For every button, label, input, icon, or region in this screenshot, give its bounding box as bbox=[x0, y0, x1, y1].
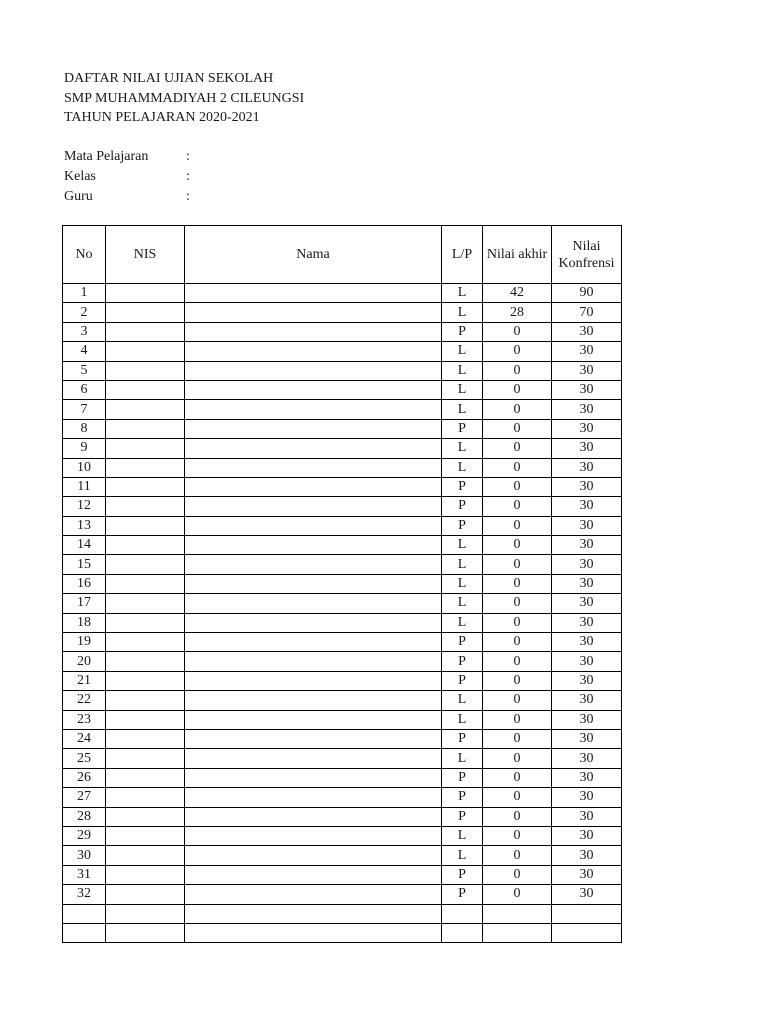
cell-nis bbox=[106, 342, 185, 361]
cell-no: 30 bbox=[63, 846, 106, 865]
cell-nis bbox=[106, 826, 185, 845]
cell-nis bbox=[106, 361, 185, 380]
cell-nilai-konfrensi: 30 bbox=[552, 768, 622, 787]
cell-nilai-konfrensi: 30 bbox=[552, 826, 622, 845]
meta-label-class: Kelas bbox=[64, 169, 96, 184]
cell-nis bbox=[106, 846, 185, 865]
cell-nilai-konfrensi: 90 bbox=[552, 284, 622, 303]
table-row bbox=[63, 322, 622, 341]
cell-nilai-konfrensi: 30 bbox=[552, 497, 622, 516]
cell-no: 28 bbox=[63, 807, 106, 826]
cell-no: 31 bbox=[63, 865, 106, 884]
cell-nilai-konfrensi: 30 bbox=[552, 477, 622, 496]
cell-nama bbox=[185, 807, 442, 826]
cell-nis bbox=[106, 904, 185, 923]
cell-lp: L bbox=[442, 749, 483, 768]
table-row bbox=[63, 633, 622, 652]
cell-nis bbox=[106, 477, 185, 496]
cell-nis bbox=[106, 923, 185, 942]
cell-nis bbox=[106, 749, 185, 768]
cell-no: 19 bbox=[63, 633, 106, 652]
cell-nama bbox=[185, 594, 442, 613]
cell-nis bbox=[106, 497, 185, 516]
table-row bbox=[63, 749, 622, 768]
cell-no bbox=[63, 923, 106, 942]
cell-nama bbox=[185, 749, 442, 768]
table-row bbox=[63, 342, 622, 361]
cell-nilai-konfrensi: 30 bbox=[552, 691, 622, 710]
cell-nilai-konfrensi bbox=[552, 923, 622, 942]
cell-nilai-akhir: 0 bbox=[483, 322, 552, 341]
cell-nis bbox=[106, 885, 185, 904]
cell-nilai-konfrensi: 30 bbox=[552, 555, 622, 574]
cell-nis bbox=[106, 594, 185, 613]
cell-nama bbox=[185, 613, 442, 632]
cell-nis bbox=[106, 788, 185, 807]
cell-nama bbox=[185, 885, 442, 904]
cell-nis bbox=[106, 322, 185, 341]
cell-no: 16 bbox=[63, 574, 106, 593]
cell-lp: L bbox=[442, 303, 483, 322]
cell-no: 27 bbox=[63, 788, 106, 807]
cell-nilai-akhir: 0 bbox=[483, 458, 552, 477]
cell-nilai-konfrensi: 30 bbox=[552, 536, 622, 555]
cell-lp: P bbox=[442, 633, 483, 652]
cell-nilai-akhir: 0 bbox=[483, 691, 552, 710]
cell-lp: P bbox=[442, 885, 483, 904]
cell-nama bbox=[185, 555, 442, 574]
cell-nilai-akhir: 0 bbox=[483, 419, 552, 438]
cell-nilai-konfrensi: 30 bbox=[552, 652, 622, 671]
cell-nilai-akhir: 0 bbox=[483, 846, 552, 865]
cell-lp bbox=[442, 904, 483, 923]
cell-no: 8 bbox=[63, 419, 106, 438]
table-row bbox=[63, 652, 622, 671]
cell-nama bbox=[185, 671, 442, 690]
cell-nama bbox=[185, 865, 442, 884]
cell-no: 6 bbox=[63, 380, 106, 399]
table-row bbox=[63, 477, 622, 496]
cell-no: 21 bbox=[63, 671, 106, 690]
cell-nama bbox=[185, 768, 442, 787]
cell-lp: L bbox=[442, 380, 483, 399]
cell-nilai-akhir: 0 bbox=[483, 885, 552, 904]
table-row bbox=[63, 691, 622, 710]
cell-nilai-konfrensi: 30 bbox=[552, 846, 622, 865]
cell-nama bbox=[185, 710, 442, 729]
cell-nilai-akhir: 0 bbox=[483, 652, 552, 671]
cell-nilai-konfrensi bbox=[552, 904, 622, 923]
column-header-lp: L/P bbox=[442, 226, 483, 284]
cell-nilai-akhir: 0 bbox=[483, 613, 552, 632]
cell-nis bbox=[106, 768, 185, 787]
cell-nama bbox=[185, 458, 442, 477]
cell-nilai-konfrensi: 30 bbox=[552, 322, 622, 341]
table-row bbox=[63, 846, 622, 865]
cell-nilai-konfrensi: 30 bbox=[552, 749, 622, 768]
cell-nis bbox=[106, 400, 185, 419]
cell-nilai-akhir: 0 bbox=[483, 826, 552, 845]
cell-lp: P bbox=[442, 729, 483, 748]
cell-nama bbox=[185, 652, 442, 671]
cell-nilai-konfrensi: 30 bbox=[552, 671, 622, 690]
cell-lp: P bbox=[442, 477, 483, 496]
cell-nilai-konfrensi: 30 bbox=[552, 516, 622, 535]
column-header-nama: Nama bbox=[185, 226, 442, 284]
cell-no: 10 bbox=[63, 458, 106, 477]
cell-nilai-konfrensi: 70 bbox=[552, 303, 622, 322]
cell-nilai-akhir: 0 bbox=[483, 361, 552, 380]
cell-nilai-akhir bbox=[483, 904, 552, 923]
cell-nilai-akhir: 0 bbox=[483, 807, 552, 826]
table-row bbox=[63, 536, 622, 555]
cell-nilai-akhir bbox=[483, 923, 552, 942]
cell-nilai-konfrensi: 30 bbox=[552, 885, 622, 904]
cell-no: 18 bbox=[63, 613, 106, 632]
cell-lp: L bbox=[442, 555, 483, 574]
cell-no bbox=[63, 904, 106, 923]
table-row bbox=[63, 284, 622, 303]
cell-lp: L bbox=[442, 342, 483, 361]
cell-nilai-akhir: 0 bbox=[483, 477, 552, 496]
cell-nis bbox=[106, 439, 185, 458]
table-row bbox=[63, 361, 622, 380]
cell-no: 3 bbox=[63, 322, 106, 341]
cell-nilai-konfrensi: 30 bbox=[552, 439, 622, 458]
document-title bbox=[64, 69, 304, 128]
meta-colon: : bbox=[186, 149, 190, 164]
cell-nilai-akhir: 0 bbox=[483, 342, 552, 361]
table-row bbox=[63, 594, 622, 613]
cell-no: 15 bbox=[63, 555, 106, 574]
cell-nilai-akhir: 0 bbox=[483, 729, 552, 748]
cell-nilai-konfrensi: 30 bbox=[552, 633, 622, 652]
cell-nis bbox=[106, 380, 185, 399]
table-row bbox=[63, 826, 622, 845]
cell-lp: L bbox=[442, 594, 483, 613]
cell-no: 26 bbox=[63, 768, 106, 787]
cell-lp: L bbox=[442, 400, 483, 419]
cell-nilai-konfrensi: 30 bbox=[552, 574, 622, 593]
table-row bbox=[63, 574, 622, 593]
cell-nama bbox=[185, 284, 442, 303]
cell-no: 2 bbox=[63, 303, 106, 322]
cell-nilai-konfrensi: 30 bbox=[552, 788, 622, 807]
cell-nilai-konfrensi: 30 bbox=[552, 380, 622, 399]
cell-nilai-akhir: 0 bbox=[483, 555, 552, 574]
cell-no: 32 bbox=[63, 885, 106, 904]
table-row bbox=[63, 923, 622, 942]
cell-nis bbox=[106, 729, 185, 748]
table-row bbox=[63, 613, 622, 632]
cell-nilai-akhir: 0 bbox=[483, 400, 552, 419]
cell-lp: P bbox=[442, 671, 483, 690]
cell-lp: L bbox=[442, 710, 483, 729]
cell-nama bbox=[185, 691, 442, 710]
cell-nama bbox=[185, 419, 442, 438]
cell-nilai-akhir: 0 bbox=[483, 574, 552, 593]
table-row bbox=[63, 303, 622, 322]
cell-nilai-konfrensi: 30 bbox=[552, 729, 622, 748]
cell-no: 29 bbox=[63, 826, 106, 845]
cell-nis bbox=[106, 710, 185, 729]
cell-nilai-konfrensi: 30 bbox=[552, 458, 622, 477]
table-row bbox=[63, 439, 622, 458]
cell-nis bbox=[106, 516, 185, 535]
table-row bbox=[63, 710, 622, 729]
column-header-nilai-konfrensi: Nilai Konfrensi bbox=[552, 226, 622, 284]
cell-nama bbox=[185, 361, 442, 380]
cell-nilai-akhir: 0 bbox=[483, 749, 552, 768]
cell-nis bbox=[106, 419, 185, 438]
cell-nis bbox=[106, 284, 185, 303]
cell-lp: L bbox=[442, 361, 483, 380]
cell-nama bbox=[185, 477, 442, 496]
title-line-1: DAFTAR NILAI UJIAN SEKOLAH bbox=[64, 71, 274, 86]
column-header-nilai-akhir: Nilai akhir bbox=[483, 226, 552, 284]
cell-lp: P bbox=[442, 865, 483, 884]
cell-no: 13 bbox=[63, 516, 106, 535]
table-row bbox=[63, 807, 622, 826]
cell-nilai-akhir: 0 bbox=[483, 788, 552, 807]
title-line-3: TAHUN PELAJARAN 2020-2021 bbox=[64, 110, 260, 125]
cell-nama bbox=[185, 303, 442, 322]
cell-nis bbox=[106, 458, 185, 477]
cell-nilai-konfrensi: 30 bbox=[552, 361, 622, 380]
cell-no: 14 bbox=[63, 536, 106, 555]
table-row bbox=[63, 516, 622, 535]
cell-nilai-konfrensi: 30 bbox=[552, 807, 622, 826]
table-row bbox=[63, 768, 622, 787]
meta-label-teacher: Guru bbox=[64, 189, 93, 204]
cell-nilai-konfrensi: 30 bbox=[552, 594, 622, 613]
cell-nilai-akhir: 0 bbox=[483, 710, 552, 729]
table-row bbox=[63, 788, 622, 807]
cell-nama bbox=[185, 788, 442, 807]
cell-nama bbox=[185, 574, 442, 593]
cell-no: 20 bbox=[63, 652, 106, 671]
table-row bbox=[63, 380, 622, 399]
table-row bbox=[63, 671, 622, 690]
cell-lp: P bbox=[442, 788, 483, 807]
cell-no: 17 bbox=[63, 594, 106, 613]
cell-nama bbox=[185, 342, 442, 361]
table-row bbox=[63, 904, 622, 923]
cell-lp: L bbox=[442, 439, 483, 458]
cell-nilai-akhir: 0 bbox=[483, 865, 552, 884]
table-row bbox=[63, 729, 622, 748]
table-body bbox=[63, 284, 622, 943]
table-row bbox=[63, 865, 622, 884]
cell-lp: L bbox=[442, 458, 483, 477]
cell-nis bbox=[106, 652, 185, 671]
cell-nilai-akhir: 0 bbox=[483, 439, 552, 458]
cell-nis bbox=[106, 671, 185, 690]
cell-no: 12 bbox=[63, 497, 106, 516]
title-line-2: SMP MUHAMMADIYAH 2 CILEUNGSI bbox=[64, 90, 305, 106]
cell-lp: P bbox=[442, 516, 483, 535]
cell-lp: P bbox=[442, 768, 483, 787]
cell-nilai-akhir: 0 bbox=[483, 671, 552, 690]
table-row bbox=[63, 400, 622, 419]
cell-nilai-akhir: 0 bbox=[483, 380, 552, 399]
cell-nama bbox=[185, 516, 442, 535]
cell-nis bbox=[106, 865, 185, 884]
cell-nis bbox=[106, 633, 185, 652]
cell-nilai-akhir: 0 bbox=[483, 633, 552, 652]
cell-nis bbox=[106, 303, 185, 322]
cell-nama bbox=[185, 322, 442, 341]
cell-lp: L bbox=[442, 613, 483, 632]
cell-lp bbox=[442, 923, 483, 942]
cell-nis bbox=[106, 536, 185, 555]
cell-nilai-akhir: 0 bbox=[483, 768, 552, 787]
grades-table bbox=[62, 225, 622, 943]
cell-nama bbox=[185, 400, 442, 419]
cell-nama bbox=[185, 846, 442, 865]
cell-no: 22 bbox=[63, 691, 106, 710]
cell-nama bbox=[185, 826, 442, 845]
cell-lp: P bbox=[442, 497, 483, 516]
cell-lp: P bbox=[442, 322, 483, 341]
cell-no: 11 bbox=[63, 477, 106, 496]
cell-nama bbox=[185, 497, 442, 516]
cell-lp: P bbox=[442, 652, 483, 671]
table-row bbox=[63, 458, 622, 477]
cell-nilai-konfrensi: 30 bbox=[552, 342, 622, 361]
cell-nilai-konfrensi: 30 bbox=[552, 710, 622, 729]
cell-no: 24 bbox=[63, 729, 106, 748]
cell-lp: L bbox=[442, 826, 483, 845]
cell-nama bbox=[185, 380, 442, 399]
table-row bbox=[63, 497, 622, 516]
table-header-row bbox=[63, 226, 622, 284]
table-row bbox=[63, 885, 622, 904]
cell-no: 25 bbox=[63, 749, 106, 768]
cell-lp: L bbox=[442, 284, 483, 303]
cell-lp: L bbox=[442, 536, 483, 555]
cell-lp: P bbox=[442, 419, 483, 438]
table-row bbox=[63, 555, 622, 574]
cell-nilai-akhir: 0 bbox=[483, 594, 552, 613]
meta-colon: : bbox=[186, 189, 190, 204]
cell-nilai-konfrensi: 30 bbox=[552, 400, 622, 419]
cell-nis bbox=[106, 574, 185, 593]
cell-nama bbox=[185, 729, 442, 748]
cell-nis bbox=[106, 555, 185, 574]
cell-nilai-akhir: 0 bbox=[483, 497, 552, 516]
cell-no: 4 bbox=[63, 342, 106, 361]
cell-no: 23 bbox=[63, 710, 106, 729]
cell-nilai-akhir: 0 bbox=[483, 536, 552, 555]
cell-nama bbox=[185, 536, 442, 555]
cell-nis bbox=[106, 807, 185, 826]
cell-nilai-akhir: 42 bbox=[483, 284, 552, 303]
meta-label-subject: Mata Pelajaran bbox=[64, 149, 149, 164]
cell-nama bbox=[185, 633, 442, 652]
cell-lp: L bbox=[442, 691, 483, 710]
cell-no: 7 bbox=[63, 400, 106, 419]
cell-nilai-konfrensi: 30 bbox=[552, 419, 622, 438]
cell-lp: L bbox=[442, 574, 483, 593]
cell-nilai-akhir: 28 bbox=[483, 303, 552, 322]
cell-lp: L bbox=[442, 846, 483, 865]
column-header-no: No bbox=[63, 226, 106, 284]
column-header-nis: NIS bbox=[106, 226, 185, 284]
cell-nis bbox=[106, 691, 185, 710]
cell-no: 5 bbox=[63, 361, 106, 380]
table-row bbox=[63, 419, 622, 438]
meta-colon: : bbox=[186, 169, 190, 184]
cell-nama bbox=[185, 904, 442, 923]
cell-nilai-konfrensi: 30 bbox=[552, 865, 622, 884]
cell-lp: P bbox=[442, 807, 483, 826]
cell-nis bbox=[106, 613, 185, 632]
cell-nama bbox=[185, 439, 442, 458]
cell-no: 9 bbox=[63, 439, 106, 458]
cell-nilai-konfrensi: 30 bbox=[552, 613, 622, 632]
cell-nilai-akhir: 0 bbox=[483, 516, 552, 535]
cell-no: 1 bbox=[63, 284, 106, 303]
cell-nama bbox=[185, 923, 442, 942]
